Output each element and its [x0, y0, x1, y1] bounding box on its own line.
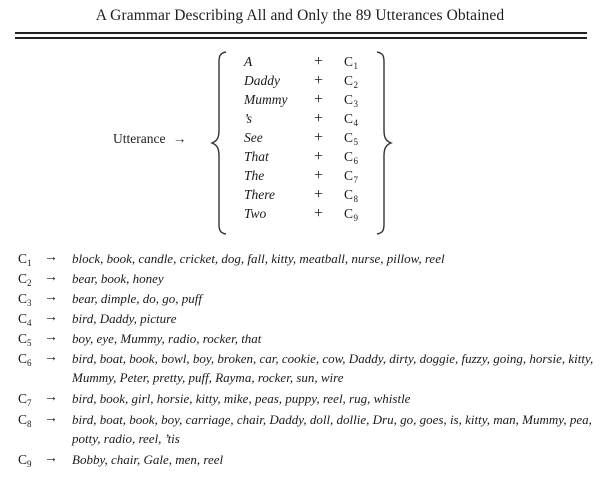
category-symbol: $C_8$ [18, 412, 32, 429]
category-words: block, book, candle, cricket, dog, fall, kitty, meatball, nurse, pillow, reel [72, 251, 445, 266]
title-rule-top [15, 32, 587, 34]
plus-icon: + [314, 167, 324, 184]
category-words: boy, eye, Mummy, radio, rocker, that [72, 331, 262, 346]
rewrite-arrow-icon: → [44, 250, 58, 265]
category-symbol: $C_4$ [18, 311, 32, 328]
category-words: bird, boat, book, bowl, boy, broken, car, cookie, cow, Daddy, dirty, doggie, fuzzy, going, horsie, kitty, Mummy, Peter, pretty, puff, Rayma, rocker, sun, wire [72, 351, 594, 385]
utterance-label: Utterance [113, 131, 166, 146]
plus-icon: + [314, 148, 324, 165]
alternative-word: Two [244, 206, 267, 221]
alternative-word: That [244, 149, 269, 164]
alternative-word: There [244, 187, 275, 202]
category-words: bird, book, girl, horsie, kitty, mike, peas, puppy, reel, rug, whistle [72, 391, 411, 406]
plus-icon: + [314, 186, 324, 203]
category-symbol: $C_1$ [18, 251, 32, 268]
category-symbol: $C_3$ [344, 92, 359, 109]
category-symbol: $C_2$ [344, 73, 359, 90]
category-symbol: $C_6$ [344, 149, 359, 166]
category-symbol: $C_6$ [18, 351, 32, 368]
alternative-word: Mummy [244, 92, 288, 107]
rewrite-arrow-icon: → [44, 290, 58, 305]
left-brace-icon [210, 50, 230, 236]
category-symbol: $C_9$ [18, 452, 32, 469]
alternative-word: ’s [244, 111, 253, 126]
category-symbol: $C_3$ [18, 291, 32, 308]
rewrite-arrow-icon: → [44, 350, 58, 365]
plus-icon: + [314, 110, 324, 127]
alternative-word: Daddy [244, 73, 280, 88]
category-symbol: $C_2$ [18, 271, 32, 288]
rewrite-arrow-icon: → [172, 131, 187, 146]
category-symbol: $C_8$ [344, 187, 359, 204]
plus-icon: + [314, 91, 324, 108]
alternative-word: The [244, 168, 265, 183]
category-symbol: $C_4$ [344, 111, 359, 128]
category-symbol: $C_7$ [344, 168, 359, 185]
utterance-lhs [113, 131, 186, 147]
category-symbol: $C_1$ [344, 54, 359, 71]
plus-icon: + [314, 53, 324, 70]
category-symbol: $C_9$ [344, 206, 359, 223]
alternative-word: See [244, 130, 263, 145]
title-rule-bottom [15, 37, 587, 39]
rewrite-arrow-icon: → [44, 390, 58, 405]
plus-icon: + [314, 205, 324, 222]
rewrite-arrow-icon: → [44, 330, 58, 345]
rewrite-arrow-icon: → [44, 411, 58, 426]
rewrite-arrow-icon: → [44, 270, 58, 285]
plus-icon: + [314, 72, 324, 89]
category-words: bear, dimple, do, go, puff [72, 291, 202, 306]
rewrite-arrow-icon: → [44, 451, 58, 466]
alternative-word: A [244, 54, 253, 69]
category-words: Bobby, chair, Gale, men, reel [72, 452, 224, 467]
category-symbol: $C_5$ [344, 130, 359, 147]
rewrite-arrow-icon: → [44, 310, 58, 325]
category-symbol: $C_5$ [18, 331, 32, 348]
category-words: bear, book, honey [72, 271, 164, 286]
category-words: bird, boat, book, boy, carriage, chair, Daddy, doll, dollie, Dru, go, goes, is, kitty, man, Mummy, pea, potty, radio, reel, ’tis [72, 412, 592, 446]
category-symbol: $C_7$ [18, 391, 32, 408]
plus-icon: + [314, 129, 324, 146]
category-words: bird, Daddy, picture [72, 311, 177, 326]
right-brace-icon [373, 50, 393, 236]
page-title: A Grammar Describing All and Only the 89 Utterances Obtained [95, 7, 505, 24]
